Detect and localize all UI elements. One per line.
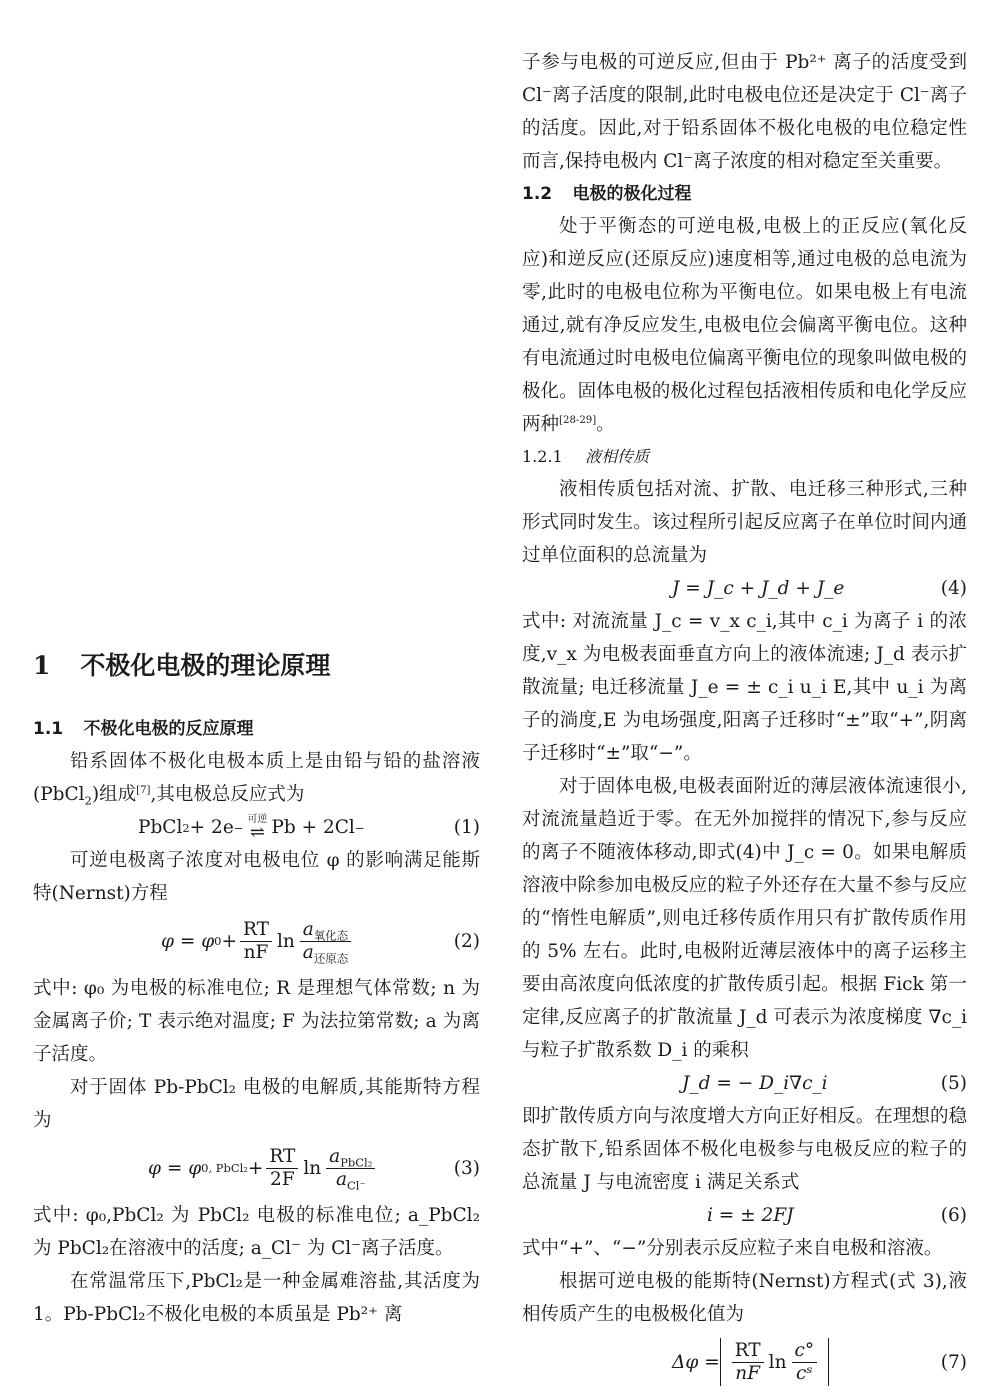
subsection-heading-1-1 [33, 713, 480, 745]
citation: [7] [136, 784, 151, 796]
fraction [732, 1340, 764, 1384]
eq-sub: 氧化态 [313, 928, 349, 943]
section-title: 不极化电极的理论原理 [80, 651, 331, 680]
denominator: a [302, 941, 314, 963]
eq-term: Pb + 2Cl [271, 817, 355, 838]
equation-5 [522, 1067, 967, 1100]
ln-operator: ln [768, 1351, 787, 1373]
equation-7 [522, 1331, 967, 1393]
denominator: nF [735, 1362, 761, 1384]
eq-term: PbCl [138, 817, 183, 838]
left-body [33, 713, 480, 1331]
eq-term: + [221, 930, 237, 952]
subsubsection-title: 液相传质 [585, 447, 650, 466]
reversible-arrow-icon: 可逆 ⇌ [247, 813, 268, 843]
fraction [326, 1146, 375, 1193]
equation-number: (1) [453, 817, 480, 838]
denominator: nF [243, 941, 269, 963]
subsubsection-heading [522, 441, 967, 473]
subsection-number: 1.1 [33, 719, 64, 739]
ln-operator: ln [276, 930, 295, 952]
equation-number: (3) [453, 1157, 480, 1179]
text: ,其电极总反应式为 [150, 784, 305, 805]
equation-4 [522, 572, 967, 605]
eq-term: + 2e [189, 817, 234, 838]
paragraph: 根据可逆电极的能斯特(Nernst)方程式(式 3),液相传质产生的电极极化值为 [522, 1271, 967, 1325]
eq-body: J = J_c + J_d + J_e [672, 578, 845, 599]
paragraph: 在常温常压下,PbCl₂是一种金属难溶盐,其活度为 1。Pb-PbCl₂不极化电极的本质虽是 Pb²⁺ 离 [33, 1271, 480, 1325]
paragraph [522, 210, 967, 441]
denominator: cˢ [796, 1362, 813, 1384]
paragraph: 铅系固体不极化电极本质上是由铅与铅的盐溶液(PbCl$_2$)组成[7],其电极总反应式为 [33, 751, 480, 808]
citation: [28-29] [559, 414, 597, 426]
numerator: a [329, 1146, 341, 1168]
equation-number: (5) [940, 1073, 967, 1094]
fraction [300, 919, 351, 966]
paragraph: 式中“+”、“−”分别表示反应粒子来自电极和溶液。 [522, 1238, 943, 1259]
eq-sub: Cl⁻ [347, 1178, 366, 1193]
paragraph: 对于固体 Pb-PbCl₂ 电极的电解质,其能斯特方程为 [33, 1077, 480, 1131]
text: )组成 [91, 784, 137, 805]
numerator: RT [732, 1340, 764, 1362]
right-column [522, 46, 967, 1393]
section-number: 1 [33, 651, 51, 680]
fraction [266, 1146, 298, 1190]
fraction [240, 919, 272, 963]
equation-1: PbCl 2 + 2e − 可逆 ⇌ Pb + 2Cl − (1) [33, 811, 480, 844]
subsection-title: 电极的极化过程 [572, 184, 692, 204]
eq-term: φ = φ [148, 1157, 202, 1179]
eq-term: φ = φ [161, 930, 215, 952]
equation-2: φ = φ 0 + $\frac{RT}{nF}$ ln $\frac{a_{氧化态}}{a_{还原态}}$ (2) [33, 910, 480, 972]
numerator: a [302, 919, 314, 941]
denominator: 2F [270, 1168, 295, 1190]
text: 。 [596, 414, 615, 435]
fraction [792, 1340, 818, 1384]
paragraph: 对于固体电极,电极表面附近的薄层液体流速很小,对流流量趋近于零。在无外加搅拌的情况下,参与反应的离子不随液体移动,即式(4)中 J_c = 0。如果电解质溶液中除参加电极反应的粒子外还存在大量不参与反应的“惰性电解质”,则电迁移传质作用只有扩散传质作用的 5% 左右。此时,电极附近薄层液体中的离子运移主要由高浓度向低浓度的扩散传质引起。根据 Fick 第一定律,反应离子的扩散流量 J_d 可表示为浓度梯度 ∇c_i 与粒子扩散系数 D_i 的乘积 [522, 776, 967, 1061]
arrow-label: 可逆 [247, 813, 268, 825]
text: 铅系固体不极化电极本质上是由铅与铅的盐溶液(PbCl [33, 751, 480, 805]
paragraph: 液相传质包括对流、扩散、电迁移三种形式,三种形式同时发生。该过程所引起反应离子在单位时间内通过单位面积的总流量为 [522, 479, 967, 566]
denominator: a [335, 1168, 347, 1190]
equation-6 [522, 1199, 967, 1232]
paragraph: 可逆电极离子浓度对电极电位 φ 的影响满足能斯特(Nernst)方程 [33, 850, 480, 904]
section-heading-1 [33, 648, 330, 684]
eq-body: i = ± 2FJ [707, 1205, 794, 1226]
equation-number: (4) [940, 578, 967, 599]
numerator: RT [240, 919, 272, 941]
equation-number: (2) [453, 930, 480, 952]
paragraph: 式中: φ₀,PbCl₂ 为 PbCl₂ 电极的标准电位; a_PbCl₂ 为 PbCl₂在溶液中的活度; a_Cl⁻ 为 Cl⁻离子活度。 [33, 1205, 480, 1259]
subsection-title: 不极化电极的反应原理 [83, 719, 254, 739]
paragraph: 子参与电极的可逆反应,但由于 Pb²⁺ 离子的活度受到 Cl⁻离子活度的限制,此时电极电位还是决定于 Cl⁻离子的活度。因此,对于铅系固体不极化电极的电位稳定性而言,保持电极内 Cl⁻离子浓度的相对稳定至关重要。 [522, 52, 967, 172]
subsection-heading-1-2 [522, 178, 967, 210]
equation-3: φ = φ 0, PbCl₂ + $\frac{RT}{2F}$ ln $\frac{a_{PbCl_2}}{a_{Cl^-}}$ (3) [33, 1137, 480, 1199]
subsubsection-number: 1.2.1 [522, 447, 563, 466]
subsection-number: 1.2 [522, 184, 553, 204]
equation-number: (6) [940, 1205, 967, 1226]
paragraph: 即扩散传质方向与浓度增大方向正好相反。在理想的稳态扩散下,铅系固体不极化电极参与电极反应的粒子的总流量 J 与电流密度 i 满足关系式 [522, 1106, 967, 1193]
numerator: c° [792, 1340, 818, 1362]
paragraph: 式中: 对流流量 J_c = v_x c_i,其中 c_i 为离子 i 的浓度,v_x 为电极表面垂直方向上的液体流速; J_d 表示扩散流量; 电迁移流量 J_e = ± c_i u_i E,其中 u_i 为离子的淌度,E 为电场强度,阳离子迁移时“±”取“+”,阴离子迁移时“±”取“−”。 [522, 611, 967, 764]
ln-operator: ln [303, 1157, 322, 1179]
absolute-value [720, 1338, 829, 1386]
eq-sub: 还原态 [313, 951, 349, 966]
numerator: RT [266, 1146, 298, 1168]
equation-number: (7) [940, 1351, 967, 1373]
eq-sub: PbCl₂ [340, 1155, 373, 1170]
eq-body: J_d = − D_i∇c_i [682, 1073, 828, 1094]
text: 处于平衡态的可逆电极,电极上的正反应(氧化反应)和逆反应(还原反应)速度相等,通过电极的总电流为零,此时的电极电位称为平衡电位。如果电极上有电流通过,就有净反应发生,电极电位会偏离平衡电位。这种有电流通过时电极电位偏离平衡电位的现象叫做电极的极化。固体电极的极化过程包括液相传质和电化学反应两种 [522, 216, 967, 435]
eq-term: Δφ = [672, 1351, 720, 1373]
paragraph: 式中: φ₀ 为电极的标准电位; R 是理想气体常数; n 为金属离子价; T 表示绝对温度; F 为法拉第常数; a 为离子活度。 [33, 978, 480, 1065]
